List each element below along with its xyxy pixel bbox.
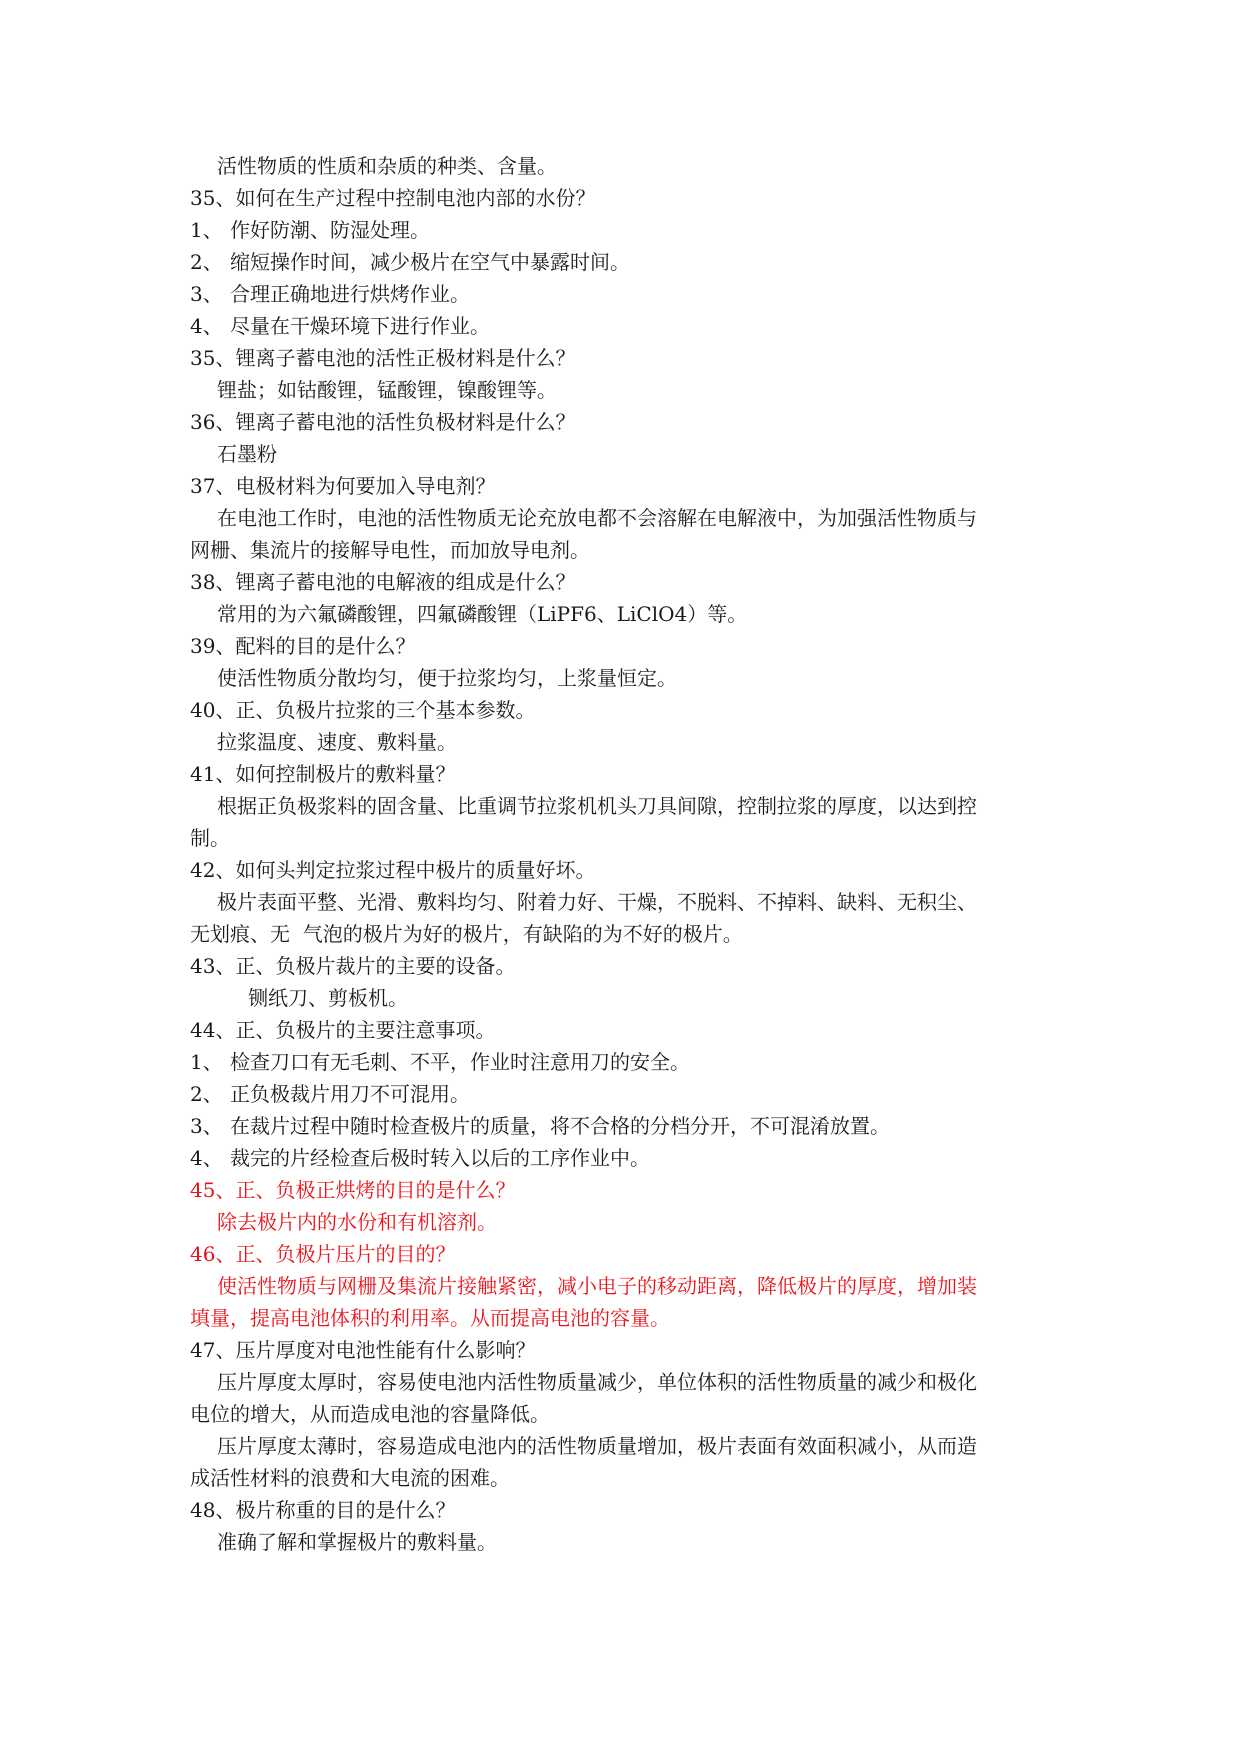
answer-line: 准确了解和掌握极片的敷料量。 <box>217 1530 497 1554</box>
list-item: 2、 缩短操作时间，减少极片在空气中暴露时间。 <box>190 250 630 274</box>
list-item: 3、 在裁片过程中随时检查极片的质量，将不合格的分档分开，不可混淆放置。 <box>190 1114 890 1138</box>
answer-line: 压片厚度太厚时，容易使电池内活性物质量减少，单位体积的活性物质量的减少和极化 <box>217 1370 977 1394</box>
question-heading: 41、如何控制极片的敷料量？ <box>190 762 456 786</box>
question-heading: 43、正、负极片裁片的主要的设备。 <box>190 954 516 978</box>
answer-line: 电位的增大，从而造成电池的容量降低。 <box>190 1402 550 1426</box>
answer-line: 铡纸刀、剪板机。 <box>248 986 408 1010</box>
answer-line: 成活性材料的浪费和大电流的困难。 <box>190 1466 510 1490</box>
list-item: 3、 合理正确地进行烘烤作业。 <box>190 282 470 306</box>
question-heading: 39、配料的目的是什么？ <box>190 634 416 658</box>
answer-line: 石墨粉 <box>217 442 277 466</box>
list-item: 2、 正负极裁片用刀不可混用。 <box>190 1082 470 1106</box>
answer-line: 常用的为六氟磷酸锂，四氟磷酸锂（LiPF6、LiClO4）等。 <box>217 602 748 626</box>
question-heading: 35、如何在生产过程中控制电池内部的水份？ <box>190 186 596 210</box>
question-heading: 40、正、负极片拉浆的三个基本参数。 <box>190 698 536 722</box>
answer-line-highlighted: 使活性物质与网栅及集流片接触紧密，减小电子的移动距离，降低极片的厚度，增加装 <box>217 1274 977 1298</box>
question-heading: 35、锂离子蓄电池的活性正极材料是什么？ <box>190 346 576 370</box>
question-heading: 44、正、负极片的主要注意事项。 <box>190 1018 496 1042</box>
question-heading: 47、压片厚度对电池性能有什么影响？ <box>190 1338 536 1362</box>
answer-line: 无划痕、无 气泡的极片为好的极片，有缺陷的为不好的极片。 <box>190 922 743 946</box>
question-heading: 36、锂离子蓄电池的活性负极材料是什么？ <box>190 410 576 434</box>
text-line: 活性物质的性质和杂质的种类、含量。 <box>217 154 557 178</box>
question-heading-highlighted: 46、正、负极片压片的目的？ <box>190 1242 456 1266</box>
answer-line: 根据正负极浆料的固含量、比重调节拉浆机机头刀具间隙，控制拉浆的厚度，以达到控 <box>217 794 977 818</box>
question-heading: 42、如何头判定拉浆过程中极片的质量好坏。 <box>190 858 596 882</box>
answer-line: 拉浆温度、速度、敷料量。 <box>217 730 457 754</box>
answer-line-highlighted: 填量，提高电池体积的利用率。从而提高电池的容量。 <box>190 1306 670 1330</box>
question-heading-highlighted: 45、正、负极正烘烤的目的是什么？ <box>190 1178 516 1202</box>
answer-line: 网栅、集流片的接解导电性，而加放导电剂。 <box>190 538 590 562</box>
answer-line: 极片表面平整、光滑、敷料均匀、附着力好、干燥，不脱料、不掉料、缺料、无积尘、 <box>217 890 977 914</box>
list-item: 4、 尽量在干燥环境下进行作业。 <box>190 314 490 338</box>
question-heading: 38、锂离子蓄电池的电解液的组成是什么？ <box>190 570 576 594</box>
answer-line: 在电池工作时，电池的活性物质无论充放电都不会溶解在电解液中，为加强活性物质与 <box>217 506 977 530</box>
answer-line-highlighted: 除去极片内的水份和有机溶剂。 <box>217 1210 497 1234</box>
answer-line: 锂盐；如钴酸锂，锰酸锂，镍酸锂等。 <box>217 378 557 402</box>
answer-line: 压片厚度太薄时，容易造成电池内的活性物质量增加，极片表面有效面积减小，从而造 <box>217 1434 977 1458</box>
list-item: 1、 检查刀口有无毛刺、不平，作业时注意用刀的安全。 <box>190 1050 690 1074</box>
list-item: 1、 作好防潮、防湿处理。 <box>190 218 430 242</box>
question-heading: 37、电极材料为何要加入导电剂？ <box>190 474 496 498</box>
answer-line: 制。 <box>190 826 230 850</box>
question-heading: 48、极片称重的目的是什么？ <box>190 1498 456 1522</box>
answer-line: 使活性物质分散均匀，便于拉浆均匀，上浆量恒定。 <box>217 666 677 690</box>
list-item: 4、 裁完的片经检查后极时转入以后的工序作业中。 <box>190 1146 650 1170</box>
